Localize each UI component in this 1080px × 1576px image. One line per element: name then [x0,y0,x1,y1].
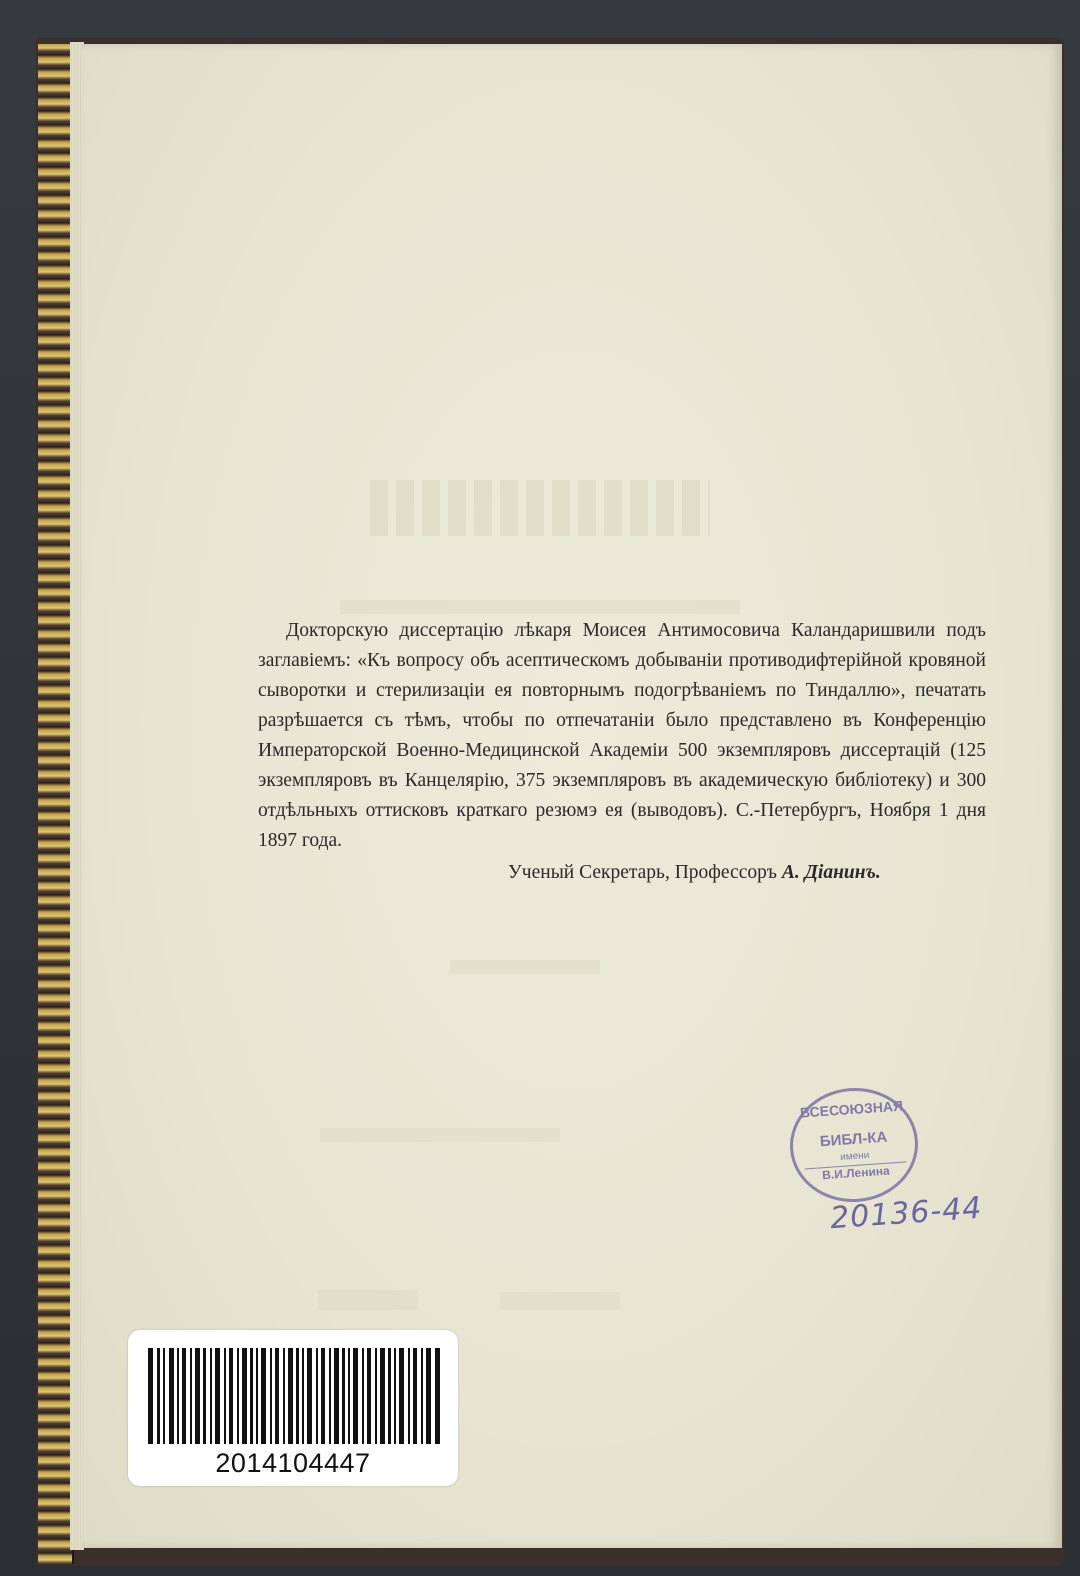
show-through-line [340,600,740,614]
permission-paragraph: Докторскую диссертацію лѣкаря Моисея Антимосовича Каландаришвили подъ заглавіемъ: «Къ вопросу объ асептическомъ добываніи противодифтерійной кровяной сыворотки и стерилизаціи ея повторнымъ подогрѣваніемъ по Тиндаллю», печатать разрѣшается съ тѣмъ, чтобы по отпечатаніи было представлено въ Конференцію Императорской Военно-Медицинской Академіи 500 экземпляровъ диссертацій (125 экземпляровъ въ Канцелярію, 375 экземпляровъ въ академическую библіотеку) и 300 отдѣльныхъ оттисковъ краткаго резюмэ ея (выводовъ). С.-Петербургъ, Ноября 1 дня 1897 года. [258,620,986,851]
show-through-line [320,1128,560,1142]
gilt-ornament-border [38,44,74,1564]
stamp-line-4: В.И.Ленина [805,1161,908,1183]
signature-title: Ученый Секретарь, Профессоръ [508,862,777,883]
handwritten-inventory-number: 20136-44 [828,1190,984,1237]
show-through-line [500,1292,620,1310]
barcode-icon [148,1348,440,1444]
show-through-line [318,1290,418,1310]
signature-name: А. Діанинъ. [781,862,881,883]
stamp-line-1: ВСЕСОЮЗНАЯ [799,1097,904,1121]
barcode-number: 2014104447 [215,1448,371,1478]
signature-line [508,862,881,884]
show-through-title [370,480,710,536]
show-through-line [450,960,600,974]
stamp-line-2: БИБЛ-КА [819,1128,888,1151]
barcode-label [128,1330,458,1486]
stamp-line-3: имени [839,1149,870,1163]
censorship-permission-text [258,616,986,856]
